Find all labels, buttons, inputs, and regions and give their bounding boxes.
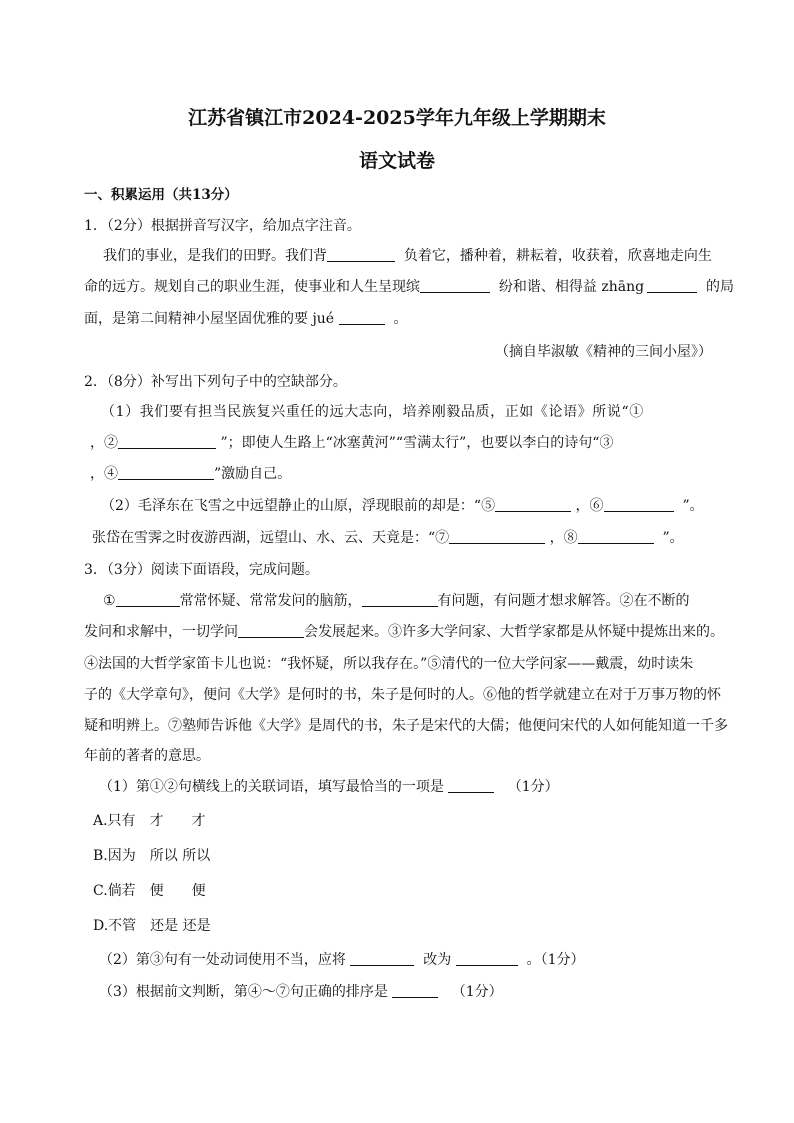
- answer-blank[interactable]: [339, 310, 385, 325]
- q3-passage-line6: 年前的著者的意思。: [84, 748, 210, 764]
- answer-blank[interactable]: [647, 278, 697, 293]
- q3-passage-line4: 子的《大学章句》，便问《大学》是何时的书，朱子是何时的人。⑥他的哲学就建立在对于万事万物的怀: [84, 687, 721, 703]
- q1-paragraph-line1: 我们的事业，是我们的田野。我们背 负着它，播种着，耕耘着，收获着，欣喜地走向生: [103, 248, 712, 264]
- answer-blank[interactable]: [327, 247, 395, 262]
- q2-sub2-line1: （2）毛泽东在飞雪之中远望静止的山原，浮现眼前的却是：“⑤ ，⑥ ”。: [101, 498, 704, 514]
- q3-passage-line5: 疑和明辨上。⑦塾师告诉他《大学》是周代的书，朱子是宋代的大儒；他便问宋代的人如何能知道一千多: [84, 718, 728, 734]
- q1-source: （摘自毕淑敏《精神的三间小屋》）: [495, 344, 712, 360]
- q3-passage-line1: ① 常常怀疑、常常发问的脑筋， 有问题，有问题才想求解答。②在不断的: [103, 593, 690, 609]
- answer-blank[interactable]: [448, 778, 494, 793]
- q2-stem: 2．（8分）补写出下列句子中的空缺部分。: [84, 374, 347, 390]
- q3-passage-line2: 发问和求解中，一切学问 会发展起来。③许多大学问家、大哲学家都是从怀疑中提炼出来的。: [84, 624, 724, 640]
- answer-blank[interactable]: [118, 465, 214, 480]
- answer-blank[interactable]: [118, 434, 216, 449]
- q1-stem: 1．（2分）根据拼音写汉字，给加点字注音。: [84, 218, 361, 234]
- q3-sub3: （3）根据前文判断，第④～⑦句正确的排序是 （1分）: [99, 984, 503, 1000]
- section-heading: 一、积累运用（共13分）: [84, 187, 238, 203]
- answer-blank[interactable]: [456, 951, 518, 966]
- option-d[interactable]: D.不管 还是 还是: [93, 918, 211, 934]
- answer-blank[interactable]: [238, 623, 304, 638]
- q2-sub2-line2: 张岱在雪霁之时夜游西湖，远望山、水、云、天竟是：“⑦ ，⑧ ”。: [92, 530, 684, 546]
- exam-subtitle: 语文试卷: [358, 150, 435, 172]
- exam-title: 江苏省镇江市2024-2025学年九年级上学期期末: [188, 107, 606, 129]
- q2-sub1-line1: （1）我们要有担当民族复兴重任的远大志向，培养刚毅品质，正如《论语》所说“①: [101, 404, 644, 420]
- option-a[interactable]: A.只有 才 才: [93, 813, 206, 829]
- answer-blank[interactable]: [495, 497, 571, 512]
- q3-sub1: （1）第①②句横线上的关联词语，填写最恰当的一项是 （1分）: [99, 779, 559, 795]
- answer-blank[interactable]: [604, 497, 674, 512]
- answer-blank[interactable]: [420, 278, 490, 293]
- answer-blank[interactable]: [116, 592, 180, 607]
- q3-stem: 3．（3分）阅读下面语段，完成问题。: [84, 562, 319, 578]
- q1-paragraph-line3: 面，是第二间精神小屋坚固优雅的要 jué 。: [84, 311, 408, 327]
- q3-sub2: （2）第③句有一处动词使用不当，应将 改为 。（1分）: [99, 952, 585, 968]
- answer-blank[interactable]: [449, 529, 545, 544]
- answer-blank[interactable]: [392, 983, 438, 998]
- answer-blank[interactable]: [578, 529, 654, 544]
- q2-sub1-line3: ，④ ”激励自己。: [90, 466, 292, 482]
- answer-blank[interactable]: [362, 592, 438, 607]
- q3-passage-line3: ④法国的大哲学家笛卡儿也说：“我怀疑，所以我存在。”⑤清代的一位大学问家——戴震，幼时读朱: [84, 656, 694, 672]
- q1-paragraph-line2: 命的远方。规划自己的职业生涯，使事业和人生呈现缤 纷和谐、相得益 zhāng 的局: [84, 279, 734, 295]
- option-b[interactable]: B.因为 所以 所以: [93, 848, 211, 864]
- option-c[interactable]: C.倘若 便 便: [93, 883, 206, 899]
- answer-blank[interactable]: [350, 951, 414, 966]
- q2-sub1-line2: ，② ”；即使人生路上“冰塞黄河”“雪满太行”，也要以李白的诗句“③: [90, 435, 614, 451]
